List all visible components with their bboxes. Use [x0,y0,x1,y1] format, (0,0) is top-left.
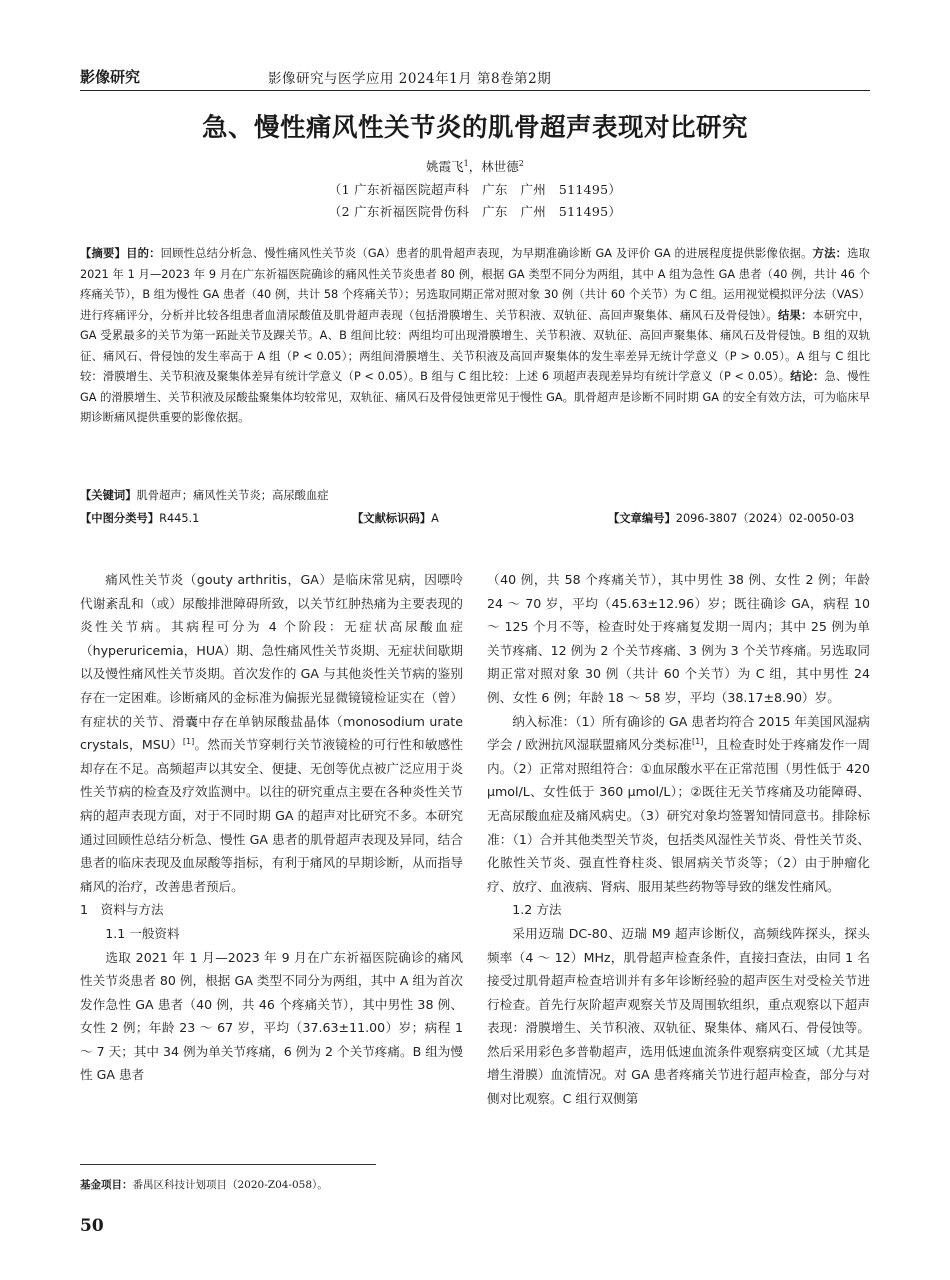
article-title: 急、慢性痛风性关节炎的肌骨超声表现对比研究 [201,113,748,143]
criteria-text-1: 纳入标准：（1）所有确诊的 GA 患者均符合 2015 年美国风湿病学会 / 欧洲抗风湿联盟痛风分类标准 [487,713,870,753]
citation-ref: [1] [182,736,195,746]
article-number-value: 2096-3807（2024）02-0050-03 [675,512,855,525]
journal-running-head: 影像研究与医学应用 2024年1月 第8卷第2期 [268,71,552,87]
author-1: 姚霞飞 [426,159,464,174]
keywords-label: 【关键词】 [80,489,137,502]
author-2-affil: 2 [518,158,524,168]
author-line [0,157,950,175]
subsection-heading-1-1: 1.1 一般资料 [105,925,180,941]
subsection-heading-1-2: 1.2 方法 [512,902,562,918]
keywords [80,486,870,506]
clc-number [80,509,199,529]
doc-code-label: 【文献标识码】 [352,512,432,525]
affiliation-1: （1 广东祈福医院超声科 广东 广州 511495） [328,182,622,197]
funding-footnote [80,1177,328,1192]
header-rule [80,90,870,91]
general-data-paragraph: 选取 2021 年 1 月—2023 年 9 月在广东祈福医院确诊的痛风性关节炎患者 80 例，根据 GA 类型不同分为两组，其中 A 组为首次发作急性 GA 患者（40 例，共 46 个疼痛关节），其中男性 38 例、女性 2 例；年龄 23 ～ 67 岁，平均（37.63±11.00）岁；病程 1 ～ 7 天；其中 34 例为单关节疼痛，6 例为 2 个关节疼痛。B 组为慢性 GA 患者 [80,949,463,1083]
general-data-continued: （40 例，共 58 个疼痛关节），其中男性 38 例、女性 2 例；年龄 24 ～ 70 岁，平均（45.63±12.96）岁；既往确诊 GA，病程 10 ～ 125 个月不等，检查时处于疼痛复发期一周内；其中 25 例为单关节疼痛、12 例为 2 个关节疼痛、3 例为 3 个关节疼痛。另选取同期正常对照对象 30 例（共计 60 个关节）为 C 组，其中男性 24 例、女性 6 例；年龄 18 ～ 58 岁，平均（38.17±8.90）岁。 [487,572,870,705]
abstract-result: 本研究中，GA 受累最多的关节为第一跖趾关节及踝关节。A、B 组间比较：两组均可出现滑膜增生、关节积液、双轨征、高回声聚集体、痛风石及骨侵蚀。B 组的双轨征、痛风石、骨侵蚀的发生率高于 A 组（P < 0.05）；两组间滑膜增生、关节积液及高回声聚集体的发生率差异无统计学意义（P > 0.05）。A 组与 C 组比较：滑膜增生、关节积液及聚集体差异有统计学意义（P < 0.05）。B 组与 C 组比较：上述 6 项超声表现差异均有统计学意义（P < 0.05）。 [80,308,870,383]
body-column-left [80,568,463,1087]
article-number-label: 【文章编号】 [608,512,676,525]
article-number [608,509,854,529]
criteria-text-2: ，且检查时处于疼痛发作一周内。（2）正常对照组符合：①血尿酸水平在正常范围（男性低于 420 μmol/L、女性低于 360 μmol/L）；②既往无关节疼痛及功能障碍、无高尿酸血症及痛风病史。（3）研究对象均签署知情同意书。排除标准：（1）合并其他类型关节炎，包括类风湿性关节炎、骨性关节炎、化脓性关节炎、强直性脊柱炎、银屑病关节炎等；（2）由于肿瘤化疗、放疗、血液病、肾病、服用某些药物等导致的继发性痛风。 [487,737,871,894]
abstract [80,244,870,429]
funding-text: 番禺区科技计划项目（2020-Z04-058）。 [132,1179,328,1191]
section-category: 影像研究 [80,68,141,86]
author-1-affil: 1 [463,158,469,168]
abstract-conclusion-label: 结论： [790,370,825,383]
intro-text-2: 。然而关节穿刺行关节液镜检的可行性和敏感性却存在不足。高频超声以其安全、便捷、无创等优点被广泛应用于炎性关节病的检查及疗效监测中。以往的研究重点主要在各种炎性关节病的超声表现方面，对于不同时期 GA 的超声对比研究不多。本研究通过回顾性总结分析急、慢性 GA 患者的肌骨超声表现及异同，结合患者的临床表现及血尿酸等指标，有利于痛风的早期诊断，从而指导痛风的治疗，改善患者预后。 [80,737,463,894]
abstract-method: 选取 2021 年 1 月—2023 年 9 月在广东祈福医院确诊的痛风性关节炎患者 80 例，根据 GA 类型不同分为两组，其中 A 组为急性 GA 患者（40 例，共计 46 个疼痛关节），B 组为慢性 GA 患者（40 例，共计 58 个疼痛关节）；另选取同期正常对照对象 30 例（共计 60 个关节）为 C 组。运用视觉模拟评分法（VAS）进行疼痛评分，分析并比较各组患者血清尿酸值及肌骨超声表现（包括滑膜增生、关节积液、双轨征、高回声聚集体、痛风石及骨侵蚀）。 [80,247,870,322]
abstract-label: 【摘要】 [80,247,127,260]
doc-code-value: A [431,512,439,525]
author-2: 林世德 [481,159,519,174]
author-separator: ， [468,159,482,174]
abstract-method-label: 方法： [812,247,848,260]
intro-paragraph [80,568,463,898]
abstract-conclusion: 急、慢性 GA 的滑膜增生、关节积液及尿酸盐聚集体均较常见，双轨征、痛风石及骨侵蚀更常见于慢性 GA。肌骨超声是诊断不同时期 GA 的安全有效方法，可为临床早期诊断痛风提供重要的影像依据。 [80,370,870,424]
footnote-rule [80,1164,376,1165]
page-number: 50 [80,1216,104,1236]
funding-label: 基金项目： [80,1179,133,1191]
clc-label: 【中图分类号】 [80,512,160,525]
criteria-paragraph [487,710,870,899]
abstract-purpose: 回顾性总结分析急、慢性痛风性关节炎（GA）患者的肌骨超声表现，为早期准确诊断 GA 及评价 GA 的进展程度提供影像依据。 [160,247,813,260]
document-code [352,509,439,529]
affiliation-2: （2 广东祈福医院骨伤科 广东 广州 511495） [328,204,622,219]
abstract-result-label: 结果： [777,308,813,322]
citation-ref: [1] [692,736,704,746]
intro-text-1: 痛风性关节炎（gouty arthritis，GA）是临床常见病，因嘌呤代谢紊乱和（或）尿酸排泄障碍所致，以关节红肿热痛为主要表现的炎性关节病。其病程可分为 4 个阶段：无症状高尿酸血症（hyperuricemia，HUA）期、急性痛风性关节炎期、无症状间歇期以及慢性痛风性关节炎期。首次发作的 GA 与其他炎性关节病的鉴别存在一定困难。诊断痛风的金标准为偏振光显微镜镜检证实在（曾）有症状的关节、滑囊中存在单钠尿酸盐晶体（monosodium urate crystals，MSU） [80,572,463,753]
body-column-right [487,568,870,1111]
clc-value: R445.1 [159,512,200,525]
keywords-value: 肌骨超声；痛风性关节炎；高尿酸血症 [136,489,329,502]
section-heading-1: 1 资料与方法 [80,902,164,918]
abstract-purpose-label: 目的： [126,247,161,260]
method-paragraph: 采用迈瑞 DC-80、迈瑞 M9 超声诊断仪，高频线阵探头，探头频率（4 ～ 12）MHz，肌骨超声检查条件，直接扫查法，由同 1 名接受过肌骨超声检查培训并有多年诊断经验的超声医生对受检关节进行检查。首先行灰阶超声观察关节及周围软组织，重点观察以下超声表现：滑膜增生、关节积液、双轨征、聚集体、痛风石、骨侵蚀等。然后采用彩色多普勒超声，选用低速血流条件观察病变区域（尤其是增生滑膜）血流情况。对 GA 患者疼痛关节进行超声检查，部分与对侧对比观察。C 组行双侧第 [487,925,870,1107]
